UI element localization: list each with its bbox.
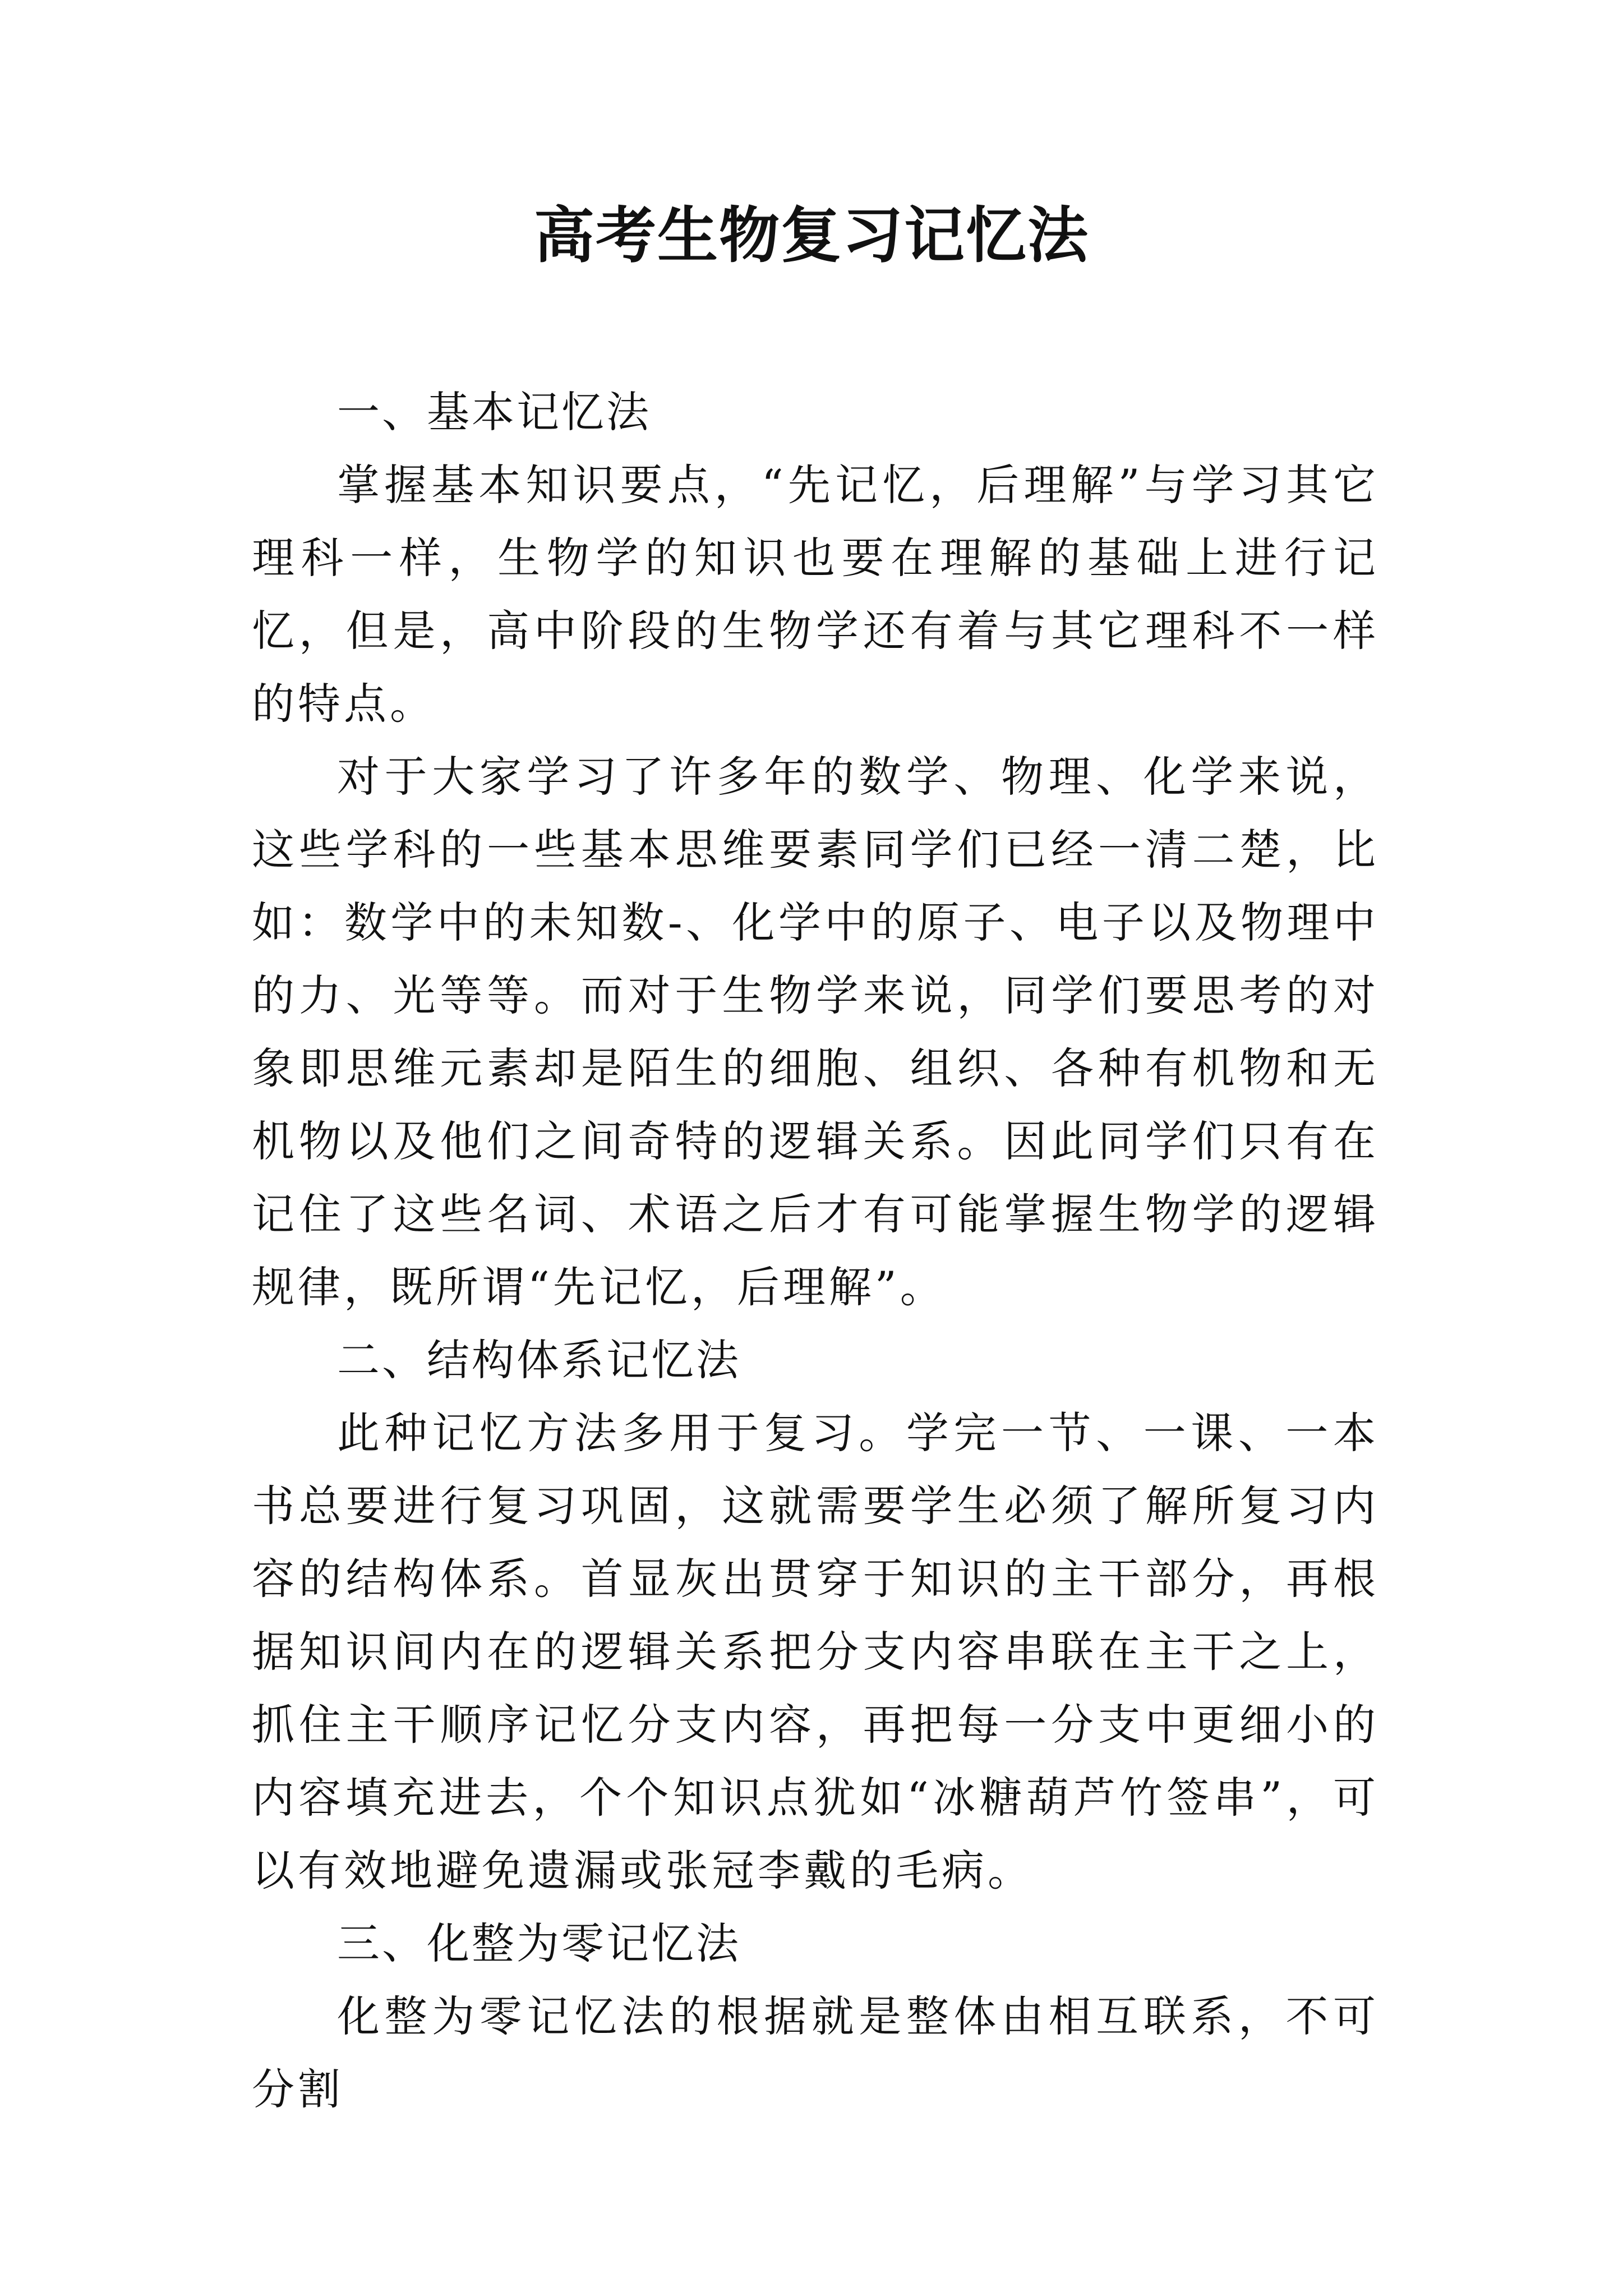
section-1-paragraph-2: 对于大家学习了许多年的数学、物理、化学来说，这些学科的一些基本思维要素同学们已经一清二楚，比如：数学中的未知数-、化学中的原子、电子以及物理中的力、光等等。而对于生物学来说，同学们要思考的对象即思维元素却是陌生的细胞、组织、各种有机物和无机物以及他们之间奇特的逻辑关系。因此同学们只有在记住了这些名词、术语之后才有可能掌握生物学的逻辑规律，既所谓“先记忆，后理解”。 [252, 752, 1379, 1312]
section-heading-2: 二、结构体系记忆法 [337, 1335, 741, 1385]
section-2-paragraph-1: 此种记忆方法多用于复习。学完一节、一课、一本书总要进行复习巩固，这就需要学生必须了解所复习内容的结构体系。首显灰出贯穿于知识的主干部分，再根据知识间内在的逻辑关系把分支内容串联在主干之上，抓住主干顺序记忆分支内容，再把每一分支中更细小的内容填充进去，个个知识点犹如“冰糖葫芦竹签串”，可以有效地避免遗漏或张冠李戴的毛病。 [252, 1408, 1379, 1895]
section-heading-3: 三、化整为零记忆法 [337, 1918, 741, 1968]
document-title: 高考生物复习记忆法 [533, 200, 1089, 271]
section-heading-1: 一、基本记忆法 [337, 387, 651, 437]
document-body [252, 376, 1379, 2126]
section-3-paragraph-1: 化整为零记忆法的根据就是整体由相互联系，不可分割 [252, 1991, 1379, 2114]
section-1-paragraph-1: 掌握基本知识要点，“先记忆，后理解”与学习其它理科一样，生物学的知识也要在理解的基础上进行记忆，但是，高中阶段的生物学还有着与其它理科不一样的特点。 [252, 460, 1379, 729]
